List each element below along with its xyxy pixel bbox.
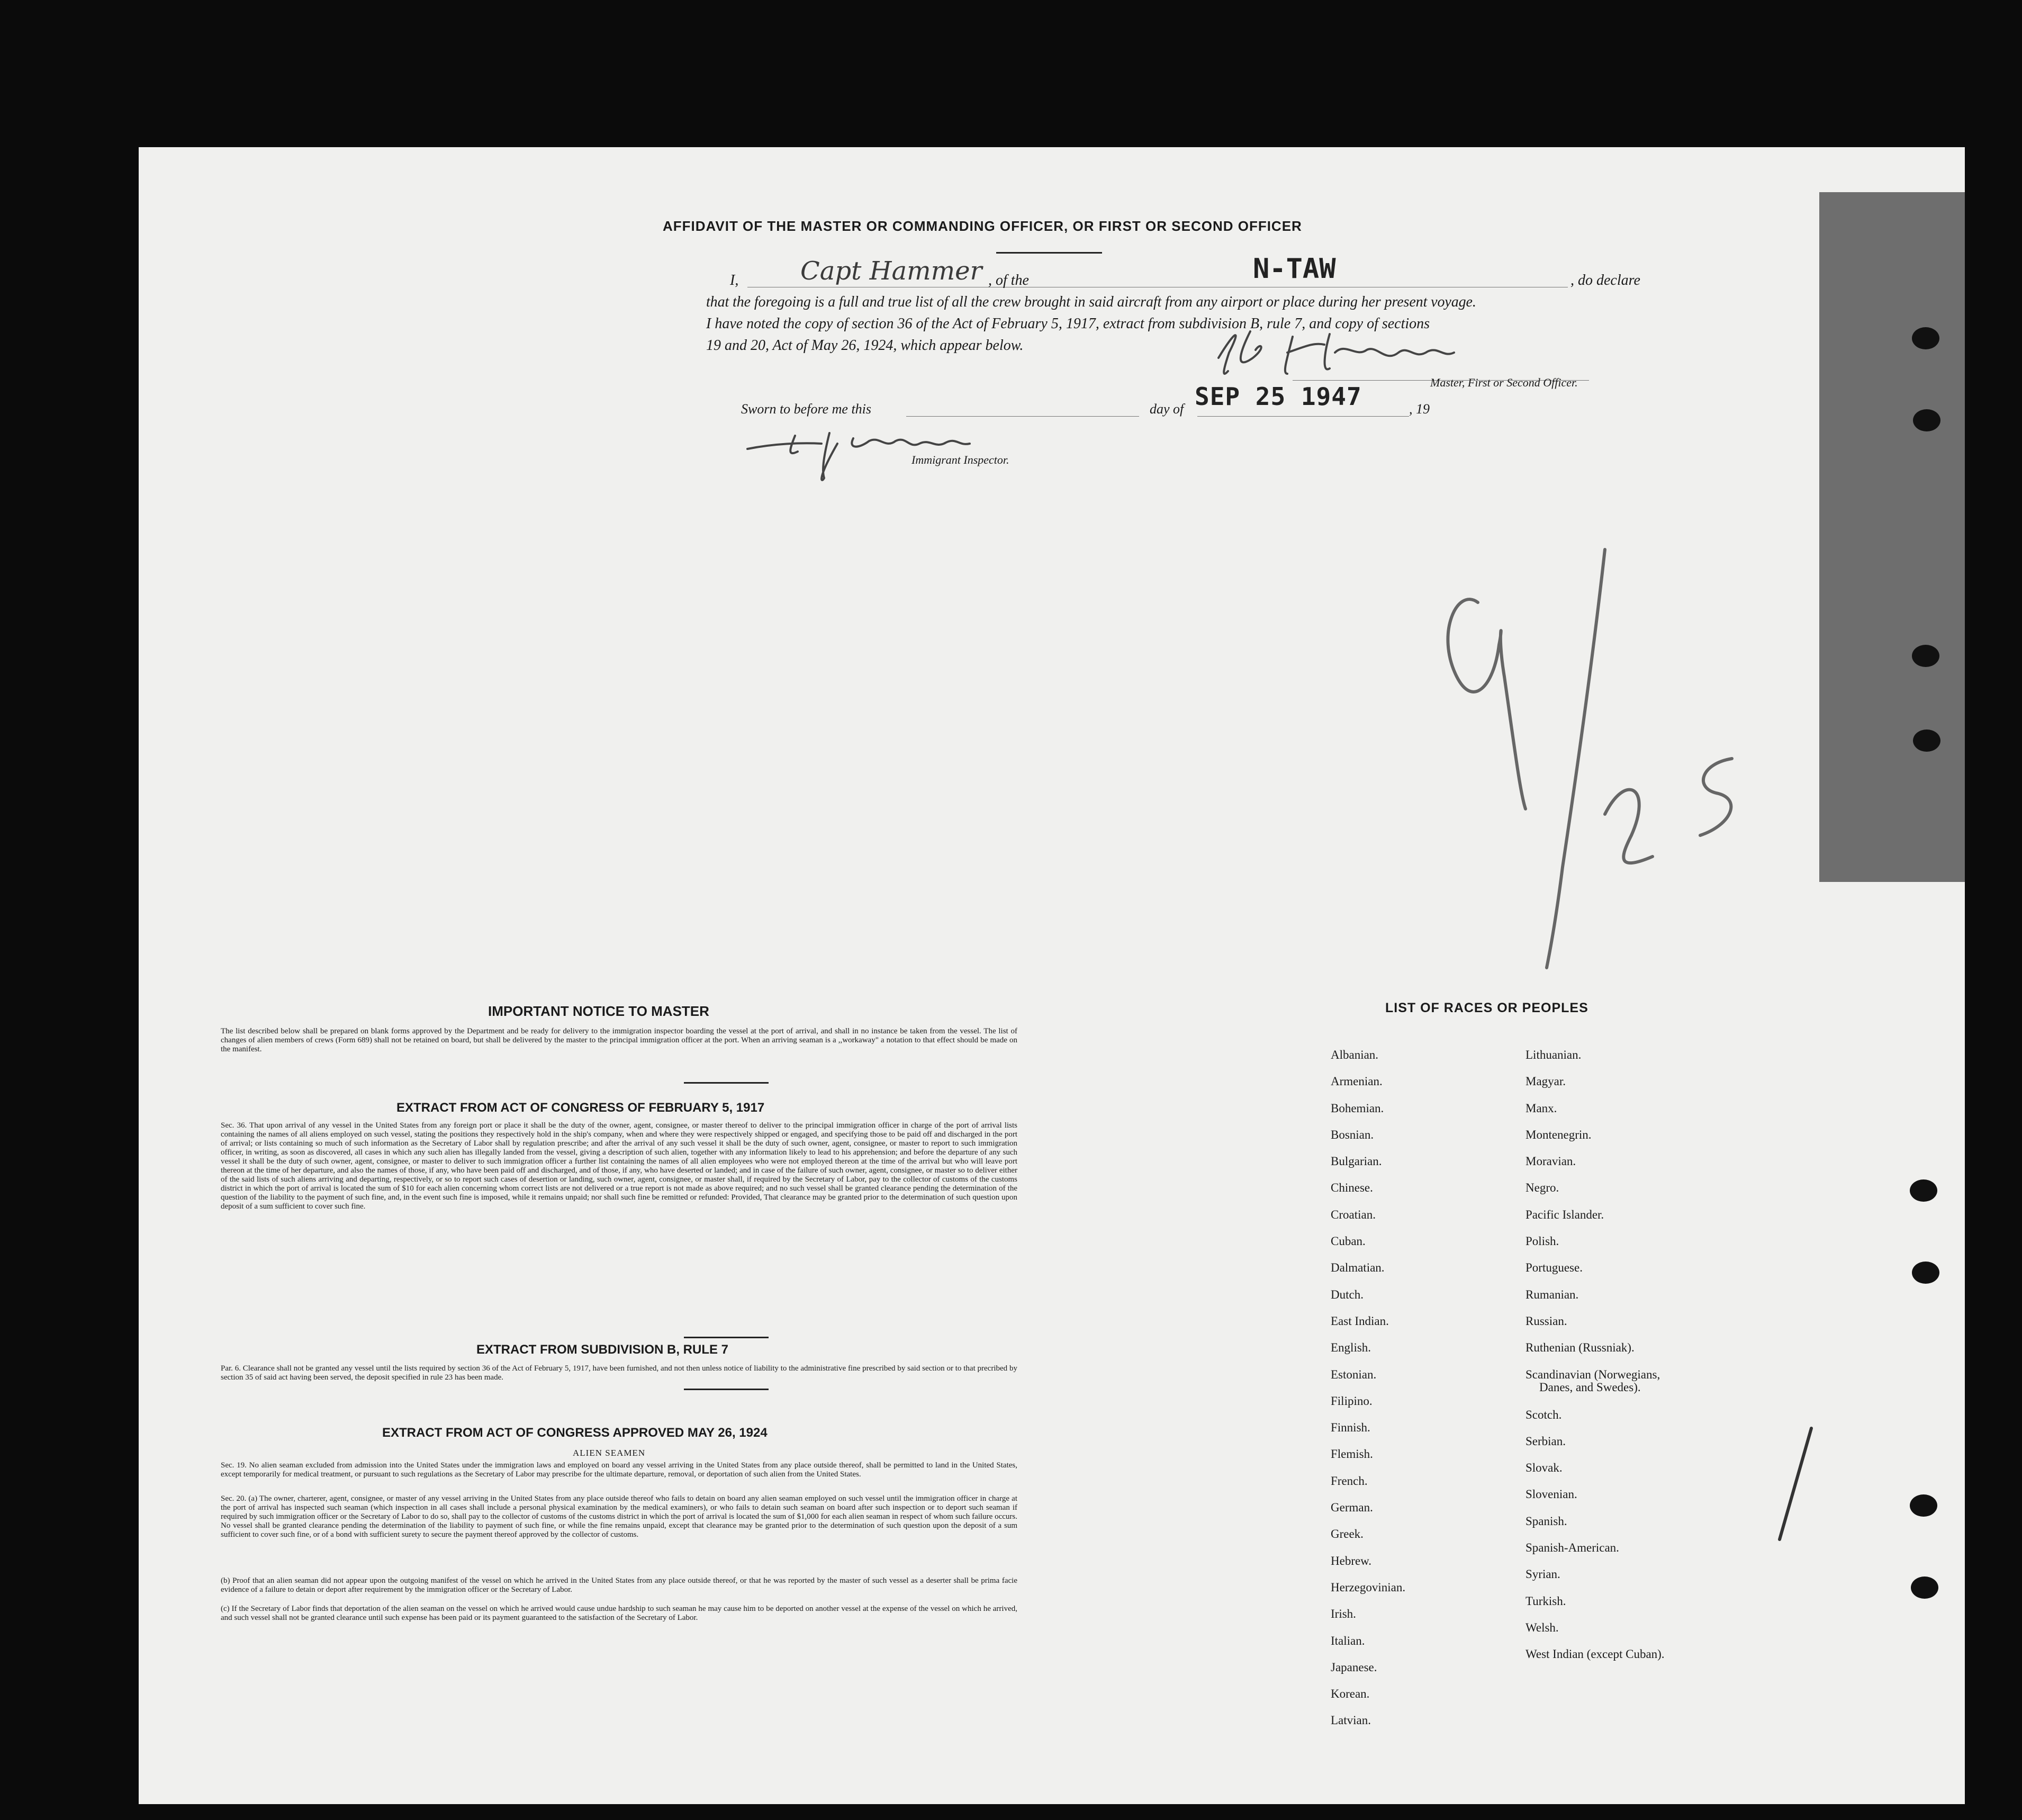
race-item: Japanese. (1331, 1660, 1377, 1674)
race-item: Syrian. (1525, 1567, 1560, 1581)
affidavit-title-rule (996, 252, 1102, 254)
race-item: Negro. (1525, 1181, 1559, 1195)
race-item: Latvian. (1331, 1714, 1371, 1727)
race-item: Bulgarian. (1331, 1155, 1382, 1168)
race-item: French. (1331, 1474, 1368, 1488)
race-item: Cuban. (1331, 1235, 1366, 1248)
races-column-2 (1525, 1048, 1665, 1674)
race-item: Dalmatian. (1331, 1261, 1385, 1275)
affidavit-declare-label: , do declare (1570, 272, 1640, 289)
year-prefix: , 19 (1409, 401, 1430, 417)
handwritten-mark (1769, 1423, 1822, 1545)
race-item: Albanian. (1331, 1048, 1379, 1061)
binder-hole (1912, 645, 1939, 667)
race-item: Bohemian. (1331, 1101, 1384, 1115)
extract-1917-text: Sec. 36. That upon arrival of any vessel in the United States from any foreign port or place it shall be the duty of the owner, agent, consignee, or master thereof to deliver to the principal immigration officer in charge of the port of arrival lists containing the names of all aliens employed on such vessel, stating the positions they respectively hold in the ship's company, when and where they were respectively shipped or engaged, and specifying those to be paid off and discharged in the port of arrival; or lists containing so much of such information as the Secretary of Labor shall by regulation prescribe; and after the arrival of any such vessel it shall be the duty of such owner, agent, consignee, or master to report to such immigration officer, in writing, as soon as discovered, all cases in which any such alien has illegally landed from the vessel, giving a description of such alien, together with any information likely to lead to his apprehension; and before the departure of any such vessel it shall be the duty of such owner, agent, consignee, or master to deliver to such immigration officer a further list containing the names of all alien employees who were not employed thereon at the time of the arrival but who will leave port thereon at the time of her departure, and also the names of those, if any, who have been paid off and discharged, and of those, if any, who have deserted or landed; and in case of the failure of such owner, agent, consignee, or master so to deliver either of the said lists of such aliens arriving and departing, respectively, or so to report such cases of desertion or landing, such owner, agent, consignee, or master shall, if required by the Secretary of Labor, pay to the collector of customs of the customs district in which the port of arrival is located the sum of $10 for each alien concerning whom correct lists are not delivered or a true report is not made as above required; and no such vessel shall be granted clearance pending the determination of the question of the liability to the payment of such fine, and, in the event such fine is imposed, while it remains unpaid; nor shall such fine be remitted or refunded: Provided, That clearance may be granted prior to the determination of such question upon deposit of a sum sufficient to cover such fine. (221, 1121, 1017, 1211)
sec20b-text: (b) Proof that an alien seaman did not appear upon the outgoing manifest of the vessel on which he arrived in the United States from any place outside thereof, or that he was reported by the master of such vessel as a deserter shall be prima facie evidence of a failure to detain or deport after requirement by the immigration officer or the Secretary of Labor. (221, 1576, 1017, 1594)
race-item: West Indian (except Cuban). (1525, 1647, 1665, 1661)
affidavit-line-2: that the foregoing is a full and true list of all the crew brought in said aircraft from any airport or place during her present voyage. (706, 294, 1476, 310)
race-item: Scotch. (1525, 1408, 1562, 1421)
affidavit-line-3: I have noted the copy of section 36 of the Act of February 5, 1917, extract from subdivision B, rule 7, and copy of sections (706, 316, 1430, 332)
aircraft-stamp: N-TAW (1253, 253, 1336, 285)
race-item: Welsh. (1525, 1620, 1559, 1634)
race-item: German. (1331, 1501, 1373, 1515)
date-blank (1197, 416, 1409, 417)
race-item: English. (1331, 1341, 1371, 1355)
race-item: Lithuanian. (1525, 1048, 1582, 1061)
race-item: Croatian. (1331, 1208, 1376, 1221)
date-stamp: SEP 25 1947 (1195, 382, 1362, 411)
extract-rule7-title: EXTRACT FROM SUBDIVISION B, RULE 7 (476, 1343, 729, 1357)
section-rule (684, 1337, 769, 1338)
race-item: Filipino. (1331, 1394, 1373, 1408)
inspector-caption: Immigrant Inspector. (911, 453, 1009, 466)
inspector-signature (732, 412, 1028, 486)
sec20a-text: Sec. 20. (a) The owner, charterer, agent, consignee, or master of any vessel arriving in the United States from any place outside thereof who fails to detain on board any alien seaman employed on such vessel until the immigration officer in charge at the port of arrival has inspected such seaman (which inspection in all cases shall include a personal physical examination by the medical examiners), or who fails to detain such seaman on board after such inspection or to deport such seaman if required by such immigration officer or the Secretary of Labor to do so, shall pay to the collector of customs of the customs district in which the port of arrival is located the sum of $1,000 for each alien seaman in respect of whom such failure occurs. No vessel shall be granted clearance pending the determination of the liability to payment of such fine, or while the fine remains unpaid, except that clearance may be granted prior to the determination of such question upon the deposit of a sum sufficient to cover such fine, or of a bond with sufficient surety to secure the payment thereof approved by the collector of customs. (221, 1494, 1017, 1539)
race-item: Herzegovinian. (1331, 1580, 1406, 1594)
race-item: Armenian. (1331, 1075, 1383, 1088)
sec19-text: Sec. 19. No alien seaman excluded from admission into the United States under the immigration laws and employed on board any vessel arriving in the United States from any place outside thereof, shall be permitted to land in the United States, except temporarily for medical treatment, or pursuant to such regulations as the Secretary of Labor may prescribe for the ultimate departure, removal, or deportation of such alien from the United States. (221, 1461, 1017, 1479)
binder-hole (1912, 327, 1939, 349)
document-sheet (139, 147, 1965, 1804)
race-item: Polish. (1525, 1235, 1559, 1248)
race-item: Bosnian. (1331, 1128, 1374, 1141)
race-item: Chinese. (1331, 1181, 1373, 1195)
race-item: Manx. (1525, 1101, 1557, 1115)
race-item: Irish. (1331, 1607, 1356, 1621)
master-signature (1203, 321, 1478, 384)
race-item: Finnish. (1331, 1421, 1370, 1435)
race-item: Flemish. (1331, 1447, 1373, 1461)
extract-1924-subtitle: ALIEN SEAMEN (573, 1448, 646, 1458)
day-of-label: day of (1150, 401, 1184, 417)
section-rule (684, 1389, 769, 1390)
affidavit-title: AFFIDAVIT OF THE MASTER OR COMMANDING OFFICER, OR FIRST OR SECOND OFFICER (663, 218, 1302, 234)
notice-text: The list described below shall be prepared on blank forms approved by the Department and be ready for delivery to the immigration inspector boarding the vessel at the port of arrival, and shall in no instance be taken from the vessel. The list of changes of alien members of crews (Form 689) shall not be retained on board, but shall be delivered by the master to the principal immigration officer at the port. When an arriving seaman is a ,,workaway" a notation to that effect should be made on the manifest. (221, 1027, 1017, 1053)
race-item: Spanish-American. (1525, 1541, 1619, 1555)
race-item: Greek. (1331, 1527, 1364, 1541)
race-item: East Indian. (1331, 1314, 1389, 1328)
handwritten-date-note (1404, 539, 1827, 1100)
race-item: Hebrew. (1331, 1554, 1372, 1567)
affidavit-line-4: 19 and 20, Act of May 26, 1924, which appear below. (706, 337, 1024, 354)
sec20c-text: (c) If the Secretary of Labor finds that deportation of the alien seaman on the vessel on which he arrived would cause undue hardship to such seaman he may cause him to be deported on another vessel at the expense of the vessel on which he arrived, and such vessel shall not be granted clearance until such expense has been paid or its payment guaranteed to the satisfaction of the Secretary of Labor. (221, 1605, 1017, 1622)
section-rule (684, 1082, 769, 1084)
race-item: Portuguese. (1525, 1261, 1583, 1275)
race-item: Estonian. (1331, 1367, 1377, 1381)
race-item: Magyar. (1525, 1075, 1566, 1088)
races-title: LIST OF RACES OR PEOPLES (1385, 1001, 1588, 1015)
race-item: Moravian. (1525, 1155, 1576, 1168)
race-item: Spanish. (1525, 1514, 1567, 1528)
binder-hole (1912, 1262, 1939, 1284)
sworn-text: Sworn to before me this (741, 401, 872, 417)
binder-tab (1819, 192, 1965, 882)
races-column-1 (1331, 1048, 1405, 1741)
binder-hole (1910, 1494, 1937, 1517)
race-item: Italian. (1331, 1634, 1365, 1647)
race-item: Ruthenian (Russniak). (1525, 1341, 1635, 1355)
race-item: Rumanian. (1525, 1287, 1579, 1301)
affidavit-i-label: I, (730, 272, 739, 289)
race-item-scandinavian-cont: Danes, and Swedes). (1539, 1380, 1641, 1394)
extract-1917-title: EXTRACT FROM ACT OF CONGRESS OF FEBRUARY 5, 1917 (396, 1101, 765, 1115)
race-item: Pacific Islander. (1525, 1208, 1604, 1221)
binder-hole (1913, 729, 1940, 752)
extract-rule7-text: Par. 6. Clearance shall not be granted any vessel until the lists required by section 36 of the Act of February 5, 1917, have been furnished, and not then unless notice of liability to the administrative fine prescribed by said section or to that precribed by section 35 of said act having been served, the deposit specified in rule 23 has been made. (221, 1364, 1017, 1382)
binder-hole (1911, 1576, 1938, 1599)
binder-hole (1910, 1179, 1937, 1202)
race-item: Slovak. (1525, 1461, 1563, 1475)
race-item: Korean. (1331, 1687, 1370, 1701)
binder-hole (1913, 409, 1940, 431)
race-item: Dutch. (1331, 1287, 1364, 1301)
race-item: Montenegrin. (1525, 1128, 1592, 1141)
race-item: Turkish. (1525, 1594, 1566, 1608)
race-item: Russian. (1525, 1314, 1567, 1328)
affidavit-of-the-label: , of the (988, 272, 1029, 289)
officer-name-handwritten: Capt Hammer (800, 256, 982, 286)
master-caption: Master, First or Second Officer. (1430, 376, 1578, 389)
race-item: Serbian. (1525, 1434, 1566, 1448)
extract-1924-title: EXTRACT FROM ACT OF CONGRESS APPROVED MAY 26, 1924 (382, 1426, 768, 1440)
race-item-scandinavian: Scandinavian (Norwegians, (1525, 1367, 1660, 1381)
notice-title: IMPORTANT NOTICE TO MASTER (488, 1003, 709, 1019)
race-item: Slovenian. (1525, 1488, 1577, 1501)
